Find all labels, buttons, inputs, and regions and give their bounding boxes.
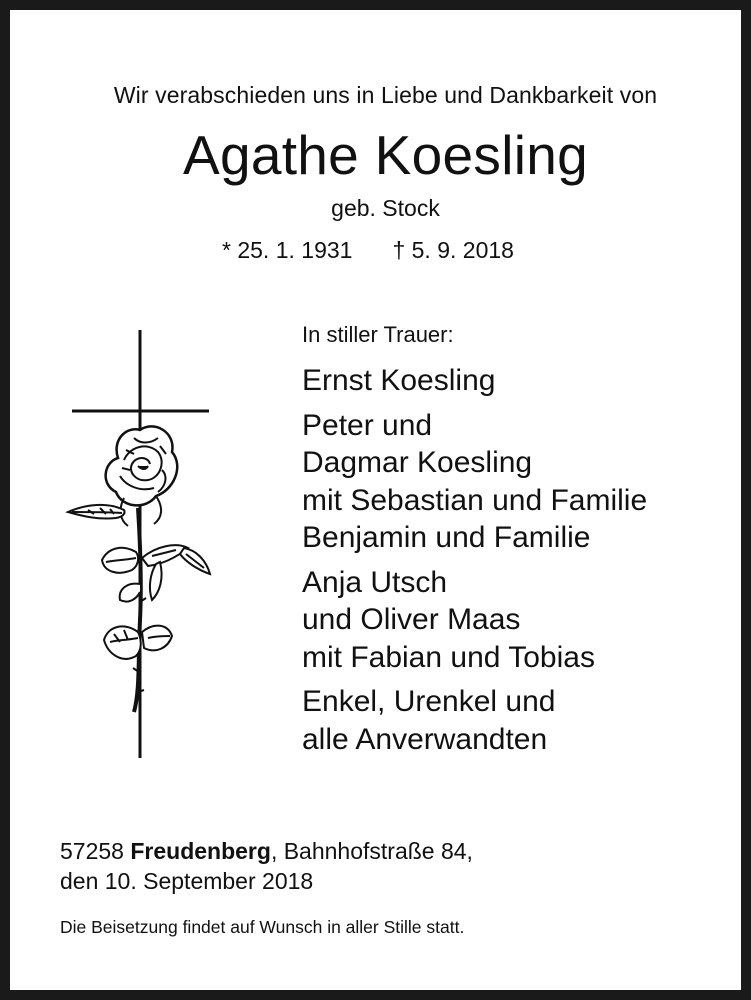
maiden-name: geb. Stock xyxy=(331,195,440,221)
address-line xyxy=(60,836,473,866)
mourner-group xyxy=(302,407,647,557)
life-dates xyxy=(222,236,514,264)
mourning-label: In stiller Trauer: xyxy=(302,322,454,347)
death-date: † 5. 9. 2018 xyxy=(392,237,514,263)
rose-icon xyxy=(68,426,210,712)
deceased-name: Agathe Koesling xyxy=(182,124,589,186)
intro-text: Wir verabschieden uns in Liebe und Dankbarkeit von xyxy=(113,82,658,108)
mourner-line: und Oliver Maas xyxy=(302,603,521,636)
mourner-line: Enkel, Urenkel und xyxy=(302,685,556,718)
mourner-line: mit Fabian und Tobias xyxy=(302,640,595,674)
city-name: Freudenberg xyxy=(130,838,271,864)
zip-code: 57258 xyxy=(60,838,124,864)
mourner-line: Dagmar Koesling xyxy=(302,446,533,479)
mourner-line: alle Anverwandten xyxy=(302,722,548,756)
mourner-group xyxy=(302,683,647,758)
birth-date: * 25. 1. 1931 xyxy=(222,237,353,263)
mourner-line: Anja Utsch xyxy=(302,565,448,599)
address-block xyxy=(60,836,473,896)
mourner-line: Ernst Koesling xyxy=(302,364,496,397)
mourner-line: mit Sebastian und Familie xyxy=(302,483,648,517)
cross-with-rose xyxy=(60,320,220,760)
mourner-line: Peter und xyxy=(302,408,433,442)
date-line: den 10. September 2018 xyxy=(60,868,314,894)
mourner-group xyxy=(302,362,647,400)
street-address: , Bahnhofstraße 84, xyxy=(270,838,473,864)
burial-note: Die Beisetzung findet auf Wunsch in aller Stille statt. xyxy=(60,917,465,937)
mourner-line: Benjamin und Familie xyxy=(302,521,591,554)
mourners-list xyxy=(302,362,647,765)
mourner-group xyxy=(302,564,647,677)
